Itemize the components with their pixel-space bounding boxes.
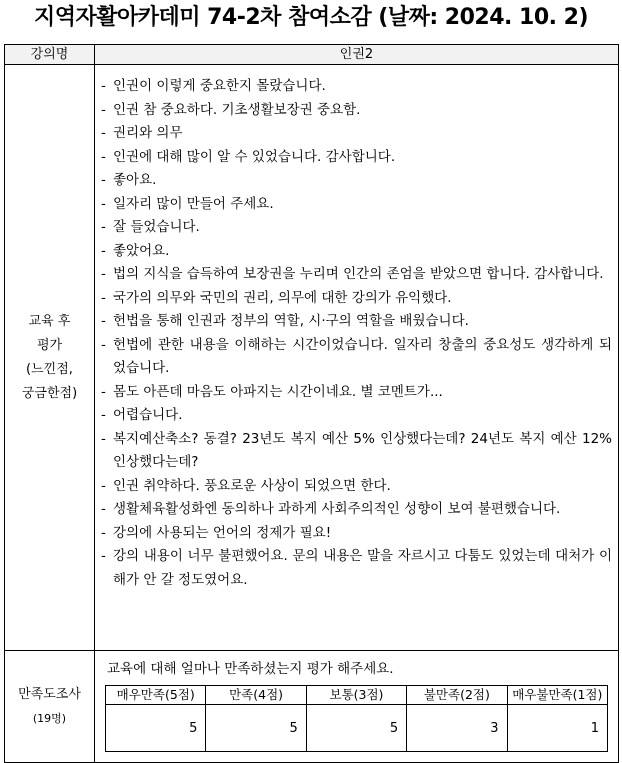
rating-value: 1 xyxy=(507,705,607,752)
survey-question: 교육에 대해 얼마나 만족하셨는지 평가 해주세요. xyxy=(107,661,394,677)
rating-category: 만족(4점) xyxy=(206,686,306,705)
list-item: - 인권에 대해 많이 알 수 있었습니다. 감사합니다. xyxy=(99,146,612,170)
list-item: - 좋았어요. xyxy=(99,240,612,264)
evaluation-row xyxy=(5,65,619,651)
evaluation-comments xyxy=(95,65,619,651)
list-item: - 인권이 이렇게 중요한지 몰랐습니다. xyxy=(99,75,612,99)
list-item: - 어렵습니다. xyxy=(99,404,612,428)
evaluation-label-line: (느낀점, xyxy=(26,361,73,377)
list-item: - 인권 취약하다. 풍요로운 사상이 되었으면 한다. xyxy=(99,475,612,499)
list-item: - 잘 들었습니다. xyxy=(99,216,612,240)
page-title: 지역자활아카데미 74-2차 참여소감 (날짜: 2024. 10. 2) xyxy=(33,5,589,30)
list-item: - 생활체육활성화엔 동의하나 과하게 사회주의적인 성향이 보여 불편했습니다. xyxy=(99,498,612,522)
list-item: - 일자리 많이 만들어 주세요. xyxy=(99,193,612,217)
list-item: - 강의 내용이 너무 불편했어요. 문의 내용은 말을 자르시고 다툼도 있었는데 대처가 이해가 안 갈 정도였어요. xyxy=(99,545,612,592)
evaluation-label-line: 평가 xyxy=(36,337,63,353)
rating-table xyxy=(105,685,608,752)
rating-value: 5 xyxy=(106,705,206,752)
list-item: - 법의 지식을 습득하여 보장권을 누리며 인간의 존엄을 받았으면 합니다. 감사합니다. xyxy=(99,263,612,287)
list-item: - 인권 참 중요하다. 기초생활보장권 중요함. xyxy=(99,99,612,123)
header-lecture-label: 강의명 xyxy=(5,45,95,65)
list-item: - 국가의 의무와 국민의 권리, 의무에 대한 강의가 유익했다. xyxy=(99,287,612,311)
evaluation-label-line: 교육 후 xyxy=(28,313,71,329)
respondent-count: (19명) xyxy=(32,711,67,725)
list-item: - 몸도 아픈데 마음도 아파지는 시간이네요. 별 코멘트가... xyxy=(99,381,612,405)
list-item: - 권리와 의무 xyxy=(99,122,612,146)
rating-category: 불만족(2점) xyxy=(407,686,507,705)
comment-list xyxy=(95,65,618,598)
rating-value: 5 xyxy=(306,705,406,752)
rating-value-row xyxy=(106,705,608,752)
list-item: - 복지예산축소? 동결? 23년도 복지 예산 5% 인상했다는데? 24년도 복지 예산 12% 인상했다는데? xyxy=(99,428,612,475)
feedback-table xyxy=(4,44,619,763)
header-row xyxy=(5,45,619,65)
list-item: - 헌법에 관한 내용을 이해하는 시간이었습니다. 일자리 창출의 중요성도 생각하게 되었습니다. xyxy=(99,334,612,381)
rating-category-row xyxy=(106,686,608,705)
list-item: - 좋아요. xyxy=(99,169,612,193)
header-lecture-name: 인권2 xyxy=(95,45,619,65)
rating-category: 매우만족(5점) xyxy=(106,686,206,705)
satisfaction-row xyxy=(5,651,619,763)
rating-category: 보통(3점) xyxy=(306,686,406,705)
list-item: - 헌법을 통해 인권과 정부의 역할, 시·구의 역할을 배웠습니다. xyxy=(99,310,612,334)
rating-value: 3 xyxy=(407,705,507,752)
satisfaction-label xyxy=(5,651,95,763)
satisfaction-survey xyxy=(95,651,619,763)
rating-value: 5 xyxy=(206,705,306,752)
rating-category: 매우불만족(1점) xyxy=(507,686,607,705)
satisfaction-title: 만족도조사 xyxy=(18,686,81,702)
list-item: - 강의에 사용되는 언어의 정제가 필요! xyxy=(99,522,612,546)
evaluation-label-line: 궁금한점) xyxy=(21,385,78,401)
evaluation-label xyxy=(5,65,95,651)
